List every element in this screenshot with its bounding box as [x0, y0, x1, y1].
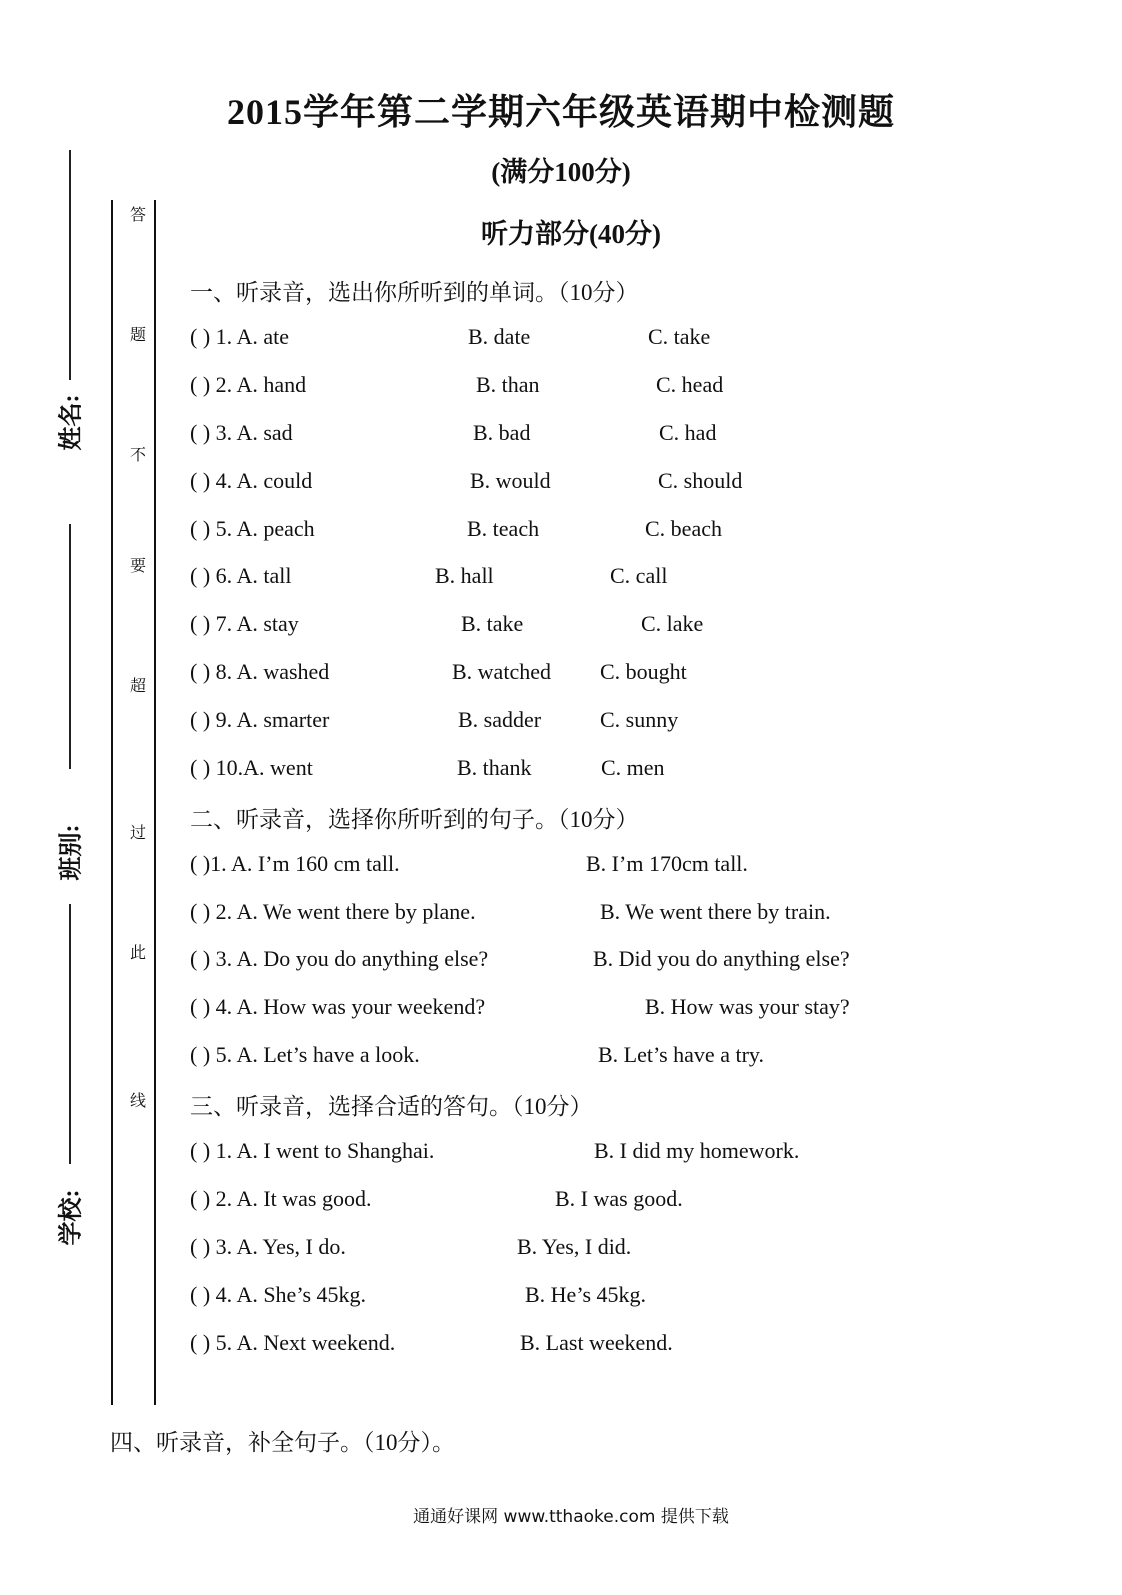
sentence-option-a: ( ) 4. A. How was your weekend?: [190, 994, 486, 1019]
option-b: B. teach: [467, 516, 540, 541]
class-blank-line: [69, 524, 71, 769]
option-b: B. than: [476, 372, 540, 397]
margin-char: 过: [130, 825, 147, 842]
margin-char: 题: [130, 327, 147, 344]
answer-option-b: B. I was good.: [555, 1186, 683, 1211]
sentence-option-a: ( ) 5. A. Let’s have a look.: [190, 1042, 420, 1067]
answer-option-a: ( ) 4. A. She’s 45kg.: [190, 1282, 366, 1307]
page-subtitle: (满分100分): [491, 157, 631, 187]
option-c: C. bought: [600, 659, 687, 684]
margin-char: 不: [130, 447, 147, 464]
section3-heading: 三、听录音，选择合适的答句。（10分）: [190, 1094, 593, 1119]
margin-char: 答: [130, 207, 147, 224]
question-item: ( ) 8. A. washed: [190, 659, 330, 684]
question-item: ( ) 7. A. stay: [190, 611, 299, 636]
option-c: C. beach: [645, 516, 722, 541]
sentence-option-a: ( ) 3. A. Do you do anything else?: [190, 946, 489, 971]
option-c: C. should: [658, 468, 743, 493]
option-c: C. men: [601, 755, 665, 780]
sentence-option-b: B. I’m 170cm tall.: [586, 851, 748, 876]
option-c: C. had: [659, 420, 717, 445]
margin-char: 此: [130, 945, 147, 962]
name-label: 姓名:: [58, 394, 85, 451]
page-footer: 通通好课网 www.tthaoke.com 提供下载: [413, 1507, 729, 1527]
sentence-option-b: B. How was your stay?: [645, 994, 850, 1019]
margin-char: 超: [130, 678, 147, 695]
option-c: C. sunny: [600, 707, 679, 732]
answer-option-a: ( ) 5. A. Next weekend.: [190, 1330, 396, 1355]
school-label: 学校:: [58, 1189, 85, 1246]
option-c: C. lake: [641, 611, 704, 636]
section4-heading: 四、听录音，补全句子。（10分）。: [110, 1430, 455, 1455]
option-c: C. call: [610, 563, 668, 588]
question-item: ( ) 3. A. sad: [190, 420, 293, 445]
sentence-option-a: ( ) 2. A. We went there by plane.: [190, 899, 476, 924]
name-blank-line: [69, 150, 71, 380]
margin-border-left: [111, 200, 113, 1405]
section2-heading: 二、听录音，选择你所听到的句子。（10分）: [190, 807, 639, 832]
answer-option-b: B. Last weekend.: [520, 1330, 673, 1355]
sentence-option-b: B. Let’s have a try.: [598, 1042, 764, 1067]
question-item: ( ) 5. A. peach: [190, 516, 315, 541]
answer-option-a: ( ) 3. A. Yes, I do.: [190, 1234, 346, 1259]
question-item: ( ) 4. A. could: [190, 468, 313, 493]
sentence-option-b: B. Did you do anything else?: [593, 946, 850, 971]
option-b: B. thank: [457, 755, 532, 780]
school-blank-line: [69, 904, 71, 1164]
answer-option-b: B. I did my homework.: [594, 1138, 800, 1163]
answer-option-a: ( ) 1. A. I went to Shanghai.: [190, 1138, 435, 1163]
answer-option-b: B. He’s 45kg.: [525, 1282, 646, 1307]
answer-option-a: ( ) 2. A. It was good.: [190, 1186, 372, 1211]
option-c: C. head: [656, 372, 724, 397]
question-item: ( ) 6. A. tall: [190, 563, 292, 588]
margin-char: 要: [130, 558, 147, 575]
question-item: ( ) 9. A. smarter: [190, 707, 330, 732]
option-b: B. sadder: [458, 707, 542, 732]
option-b: B. hall: [435, 563, 494, 588]
option-b: B. watched: [452, 659, 551, 684]
option-b: B. bad: [473, 420, 531, 445]
sentence-option-a: ( )1. A. I’m 160 cm tall.: [190, 851, 400, 876]
listening-section-title: 听力部分(40分): [481, 219, 661, 249]
margin-border-right: [154, 200, 156, 1405]
option-b: B. take: [461, 611, 524, 636]
margin-char: 线: [130, 1093, 147, 1110]
page-title: 2015学年第二学期六年级英语期中检测题: [226, 92, 895, 132]
sentence-option-b: B. We went there by train.: [600, 899, 831, 924]
answer-option-b: B. Yes, I did.: [517, 1234, 632, 1259]
class-label: 班别:: [58, 824, 85, 881]
question-item: ( ) 1. A. ate: [190, 324, 289, 349]
question-item: ( ) 10.A. went: [190, 755, 313, 780]
question-item: ( ) 2. A. hand: [190, 372, 307, 397]
section1-heading: 一、听录音，选出你所听到的单词。（10分）: [190, 280, 639, 305]
option-c: C. take: [648, 324, 711, 349]
option-b: B. would: [470, 468, 551, 493]
option-b: B. date: [468, 324, 531, 349]
